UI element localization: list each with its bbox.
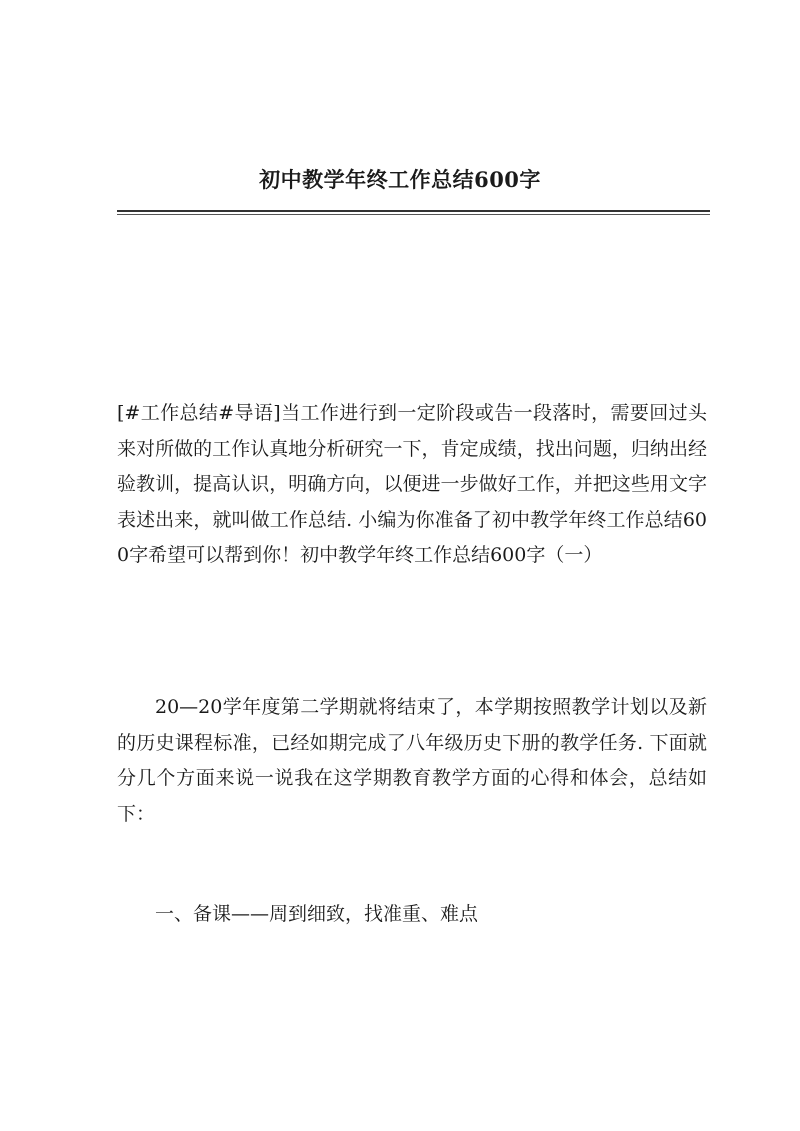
intro-paragraph: [#工作总结#导语]当工作进行到一定阶段或告一段落时，需要回过头来对所做的工作认真地分析研究一下，肯定成绩，找出问题，归纳出经验教训，提高认识，明确方向，以便进一步做好工作，并把这些用文字表述出来，就叫做工作总结. 小编为你准备了初中教学年终工作总结600字希望可以帮到你！初中教学年终工作总结600字（一） bbox=[117, 402, 707, 566]
page-title: 初中教学年终工作总结600字 bbox=[259, 167, 541, 192]
section-heading: 一、备课——周到细致，找准重、难点 bbox=[155, 903, 479, 925]
body-paragraph: 20—20学年度第二学期就将结束了，本学期按照教学计划以及新的历史课程标准，已经如期完成了八年级历史下册的教学任务. 下面就分几个方面来说一说我在这学期教育教学方面的心得和体会，总结如下： bbox=[117, 696, 707, 825]
title-divider bbox=[117, 210, 710, 212]
title-divider-thin bbox=[117, 214, 710, 215]
